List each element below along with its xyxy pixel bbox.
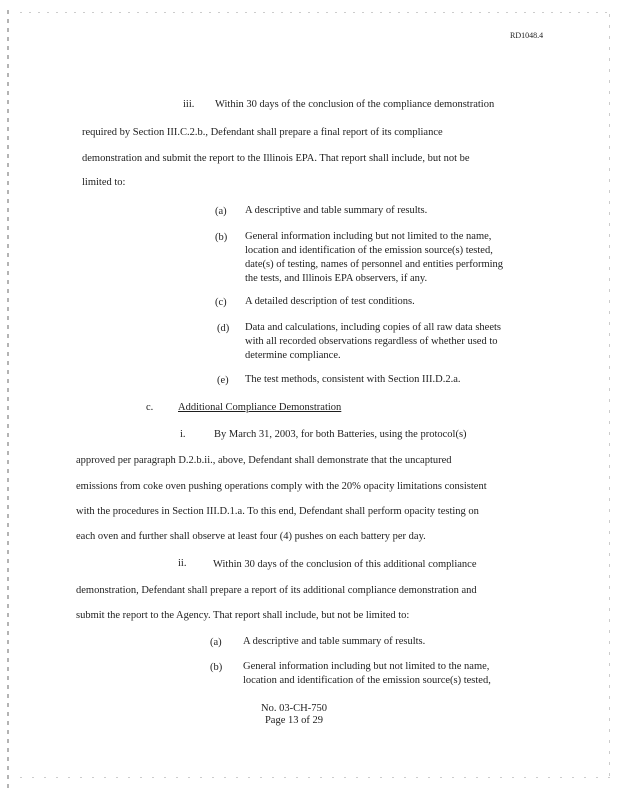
list-item-text: A descriptive and table summary of results. — [243, 636, 426, 647]
para-i-number: i. — [180, 429, 186, 440]
scan-edge-left — [7, 10, 9, 788]
para-iii-line: required by Section III.C.2.b., Defendant shall prepare a final report of its compliance — [82, 127, 443, 138]
list-item-text: General information including but not limited to the name, location and identification of the emission source(s) tested, — [243, 661, 491, 686]
list-item-text: The test methods, consistent with Section III.D.2.a. — [245, 374, 461, 385]
para-i-line: approved per paragraph D.2.b.ii., above, Defendant shall demonstrate that the uncaptured — [76, 455, 452, 466]
scan-edge-top — [20, 12, 610, 13]
para-i-line: By March 31, 2003, for both Batteries, using the protocol(s) — [214, 429, 467, 440]
list-item-text: A detailed description of test conditions. — [245, 296, 415, 307]
list-item-label: (a) — [215, 206, 227, 217]
para-iii-line: demonstration and submit the report to the Illinois EPA. That report shall include, but not be — [82, 153, 470, 164]
list-item-label: (b) — [210, 662, 223, 673]
scan-edge-right — [609, 14, 610, 784]
para-iii-line: limited to: — [82, 177, 126, 188]
para-ii-line: demonstration, Defendant shall prepare a report of its additional compliance demonstration and — [76, 585, 477, 596]
doc-id: RD1048.4 — [510, 31, 544, 40]
scan-edge-bottom — [20, 777, 610, 778]
para-i-line: each oven and further shall observe at least four (4) pushes on each battery per day. — [76, 531, 426, 542]
para-iii-line: Within 30 days of the conclusion of the compliance demonstration — [215, 99, 495, 110]
section-label: c. — [146, 402, 154, 413]
list-item-label: (d) — [217, 323, 230, 334]
section-heading: Additional Compliance Demonstration — [178, 402, 342, 413]
list-item-label: (b) — [215, 232, 228, 243]
para-iii-number: iii. — [183, 99, 195, 110]
para-ii-line: Within 30 days of the conclusion of this additional compliance — [213, 559, 477, 570]
para-ii-line: submit the report to the Agency. That report shall include, but not be limited to: — [76, 610, 410, 621]
list-item-label: (a) — [210, 637, 222, 648]
para-i-line: with the procedures in Section III.D.1.a. To this end, Defendant shall perform opacity testing on — [76, 506, 479, 517]
list-item-text: A descriptive and table summary of results. — [245, 205, 428, 216]
footer-page-number: Page 13 of 29 — [264, 715, 324, 726]
para-ii-number: ii. — [178, 558, 187, 569]
list-item-text: Data and calculations, including copies of all raw data sheets with all recorded observations regardless of whether used to determine compliance. — [245, 322, 501, 361]
list-item-label: (c) — [215, 297, 227, 308]
list-item-label: (e) — [217, 375, 229, 386]
list-item-text: General information including but not limited to the name, location and identification of the emission source(s) tested, date(s) of testing, names of personnel and entities performing the tests, and Illinois EPA observers, if any. — [245, 231, 504, 284]
footer-case-number: No. 03-CH-750 — [261, 703, 327, 714]
para-i-line: emissions from coke oven pushing operations comply with the 20% opacity limitations consistent — [76, 481, 487, 492]
